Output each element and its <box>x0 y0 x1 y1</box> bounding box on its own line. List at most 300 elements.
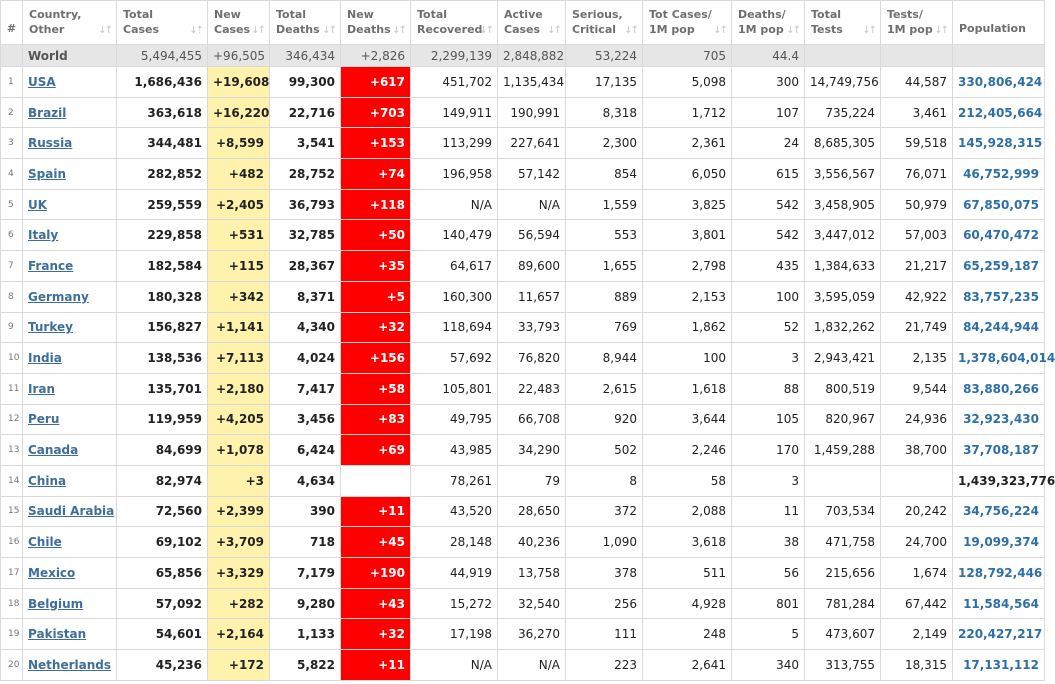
cell-cases-per-1m: 2,088 <box>643 496 732 527</box>
cell-tests-per-1m: 44,587 <box>881 67 953 98</box>
cell-tests-per-1m: 2,149 <box>881 619 953 650</box>
cell-serious-critical: 2,300 <box>566 128 643 159</box>
column-header-label: Active <box>504 8 543 21</box>
country-link[interactable]: Belgium <box>28 596 84 611</box>
population-link[interactable]: 128,792,446 <box>953 558 1045 589</box>
population-link[interactable]: 65,259,187 <box>953 251 1045 282</box>
column-header-label-line2: Other <box>29 23 65 36</box>
column-header-new-deaths[interactable] <box>341 1 411 45</box>
cell-rank: 14 <box>1 465 23 496</box>
cell-total-deaths: 99,300 <box>270 67 341 98</box>
cell-total-deaths: 8,371 <box>270 281 341 312</box>
cell-new-cases: +2,399 <box>208 496 270 527</box>
country-link[interactable]: Iran <box>28 381 56 396</box>
country-link[interactable]: Chile <box>28 535 62 550</box>
cell-rank: 15 <box>1 496 23 527</box>
cell-new-cases: +531 <box>208 220 270 251</box>
cell-total-cases: 57,092 <box>117 588 208 619</box>
cell-rank: 10 <box>1 343 23 374</box>
cell-total-deaths: 28,752 <box>270 159 341 190</box>
country-link[interactable]: China <box>28 473 67 488</box>
cell-total-recovered: 43,985 <box>411 435 498 466</box>
cell-rank: 6 <box>1 220 23 251</box>
cell-rank: 17 <box>1 558 23 589</box>
cell-new-cases: +19,608 <box>208 67 270 98</box>
cell-country <box>23 97 117 128</box>
cell-active-cases: 22,483 <box>498 373 566 404</box>
column-header-population[interactable] <box>953 1 1045 45</box>
cell-new-cases: +172 <box>208 650 270 681</box>
population-link[interactable]: 145,928,315 <box>953 128 1045 159</box>
cell-new-cases: +342 <box>208 281 270 312</box>
cell-new-cases: +2,164 <box>208 619 270 650</box>
cell-deaths-per-1m: 88 <box>732 373 805 404</box>
sort-arrows-icon[interactable]: ↓↑ <box>322 25 335 36</box>
cell-country <box>23 373 117 404</box>
column-header-label-line2: Deaths <box>347 23 391 36</box>
cell-new-deaths: +617 <box>341 67 411 98</box>
cell-total-cases: 259,559 <box>117 189 208 220</box>
cell-cases-per-1m: 705 <box>643 45 732 67</box>
cell-serious-critical: 769 <box>566 312 643 343</box>
table-row <box>1 189 1045 220</box>
cell-total-recovered: 57,692 <box>411 343 498 374</box>
cell-new-cases: +8,599 <box>208 128 270 159</box>
population-link[interactable]: 83,757,235 <box>953 281 1045 312</box>
cell-deaths-per-1m: 5 <box>732 619 805 650</box>
population-link[interactable]: 19,099,374 <box>953 527 1045 558</box>
table-row <box>1 97 1045 128</box>
cell-country <box>23 189 117 220</box>
cell-country <box>23 67 117 98</box>
cell-new-deaths: +69 <box>341 435 411 466</box>
country-link[interactable]: USA <box>28 74 56 89</box>
column-header-cases-per-1m[interactable] <box>643 1 732 45</box>
cell-total-deaths: 1,133 <box>270 619 341 650</box>
cell-serious-critical: 17,135 <box>566 67 643 98</box>
cell-tests-per-1m: 9,544 <box>881 373 953 404</box>
cell-new-cases: +16,220 <box>208 97 270 128</box>
cell-total-recovered: 15,272 <box>411 588 498 619</box>
country-link[interactable]: Mexico <box>28 565 76 580</box>
cell-active-cases: 79 <box>498 465 566 496</box>
cell-cases-per-1m: 2,246 <box>643 435 732 466</box>
cell-cases-per-1m: 3,801 <box>643 220 732 251</box>
cell-new-cases: +96,505 <box>208 45 270 67</box>
population-link[interactable]: 83,880,266 <box>953 373 1045 404</box>
cell-deaths-per-1m: 38 <box>732 527 805 558</box>
table-header <box>1 1 1045 45</box>
cell-cases-per-1m: 3,644 <box>643 404 732 435</box>
cell-total-recovered: N/A <box>411 650 498 681</box>
cell-total-tests: 313,755 <box>805 650 881 681</box>
cell-total-cases: 72,560 <box>117 496 208 527</box>
column-header-label-line2: Deaths <box>276 23 320 36</box>
cell-new-deaths: +32 <box>341 312 411 343</box>
sort-arrows-icon[interactable]: ↓↑ <box>251 25 264 36</box>
country-link[interactable]: Pakistan <box>28 627 87 642</box>
cell-total-tests: 14,749,756 <box>805 67 881 98</box>
cell-active-cases: 57,142 <box>498 159 566 190</box>
column-header-label: Total <box>123 8 154 21</box>
cell-tests-per-1m: 2,135 <box>881 343 953 374</box>
world-total-row <box>1 45 1045 67</box>
cell-active-cases: 13,758 <box>498 558 566 589</box>
cell-total-deaths: 346,434 <box>270 45 341 67</box>
cell-total-recovered: 78,261 <box>411 465 498 496</box>
cell-serious-critical: 889 <box>566 281 643 312</box>
cell-new-cases: +3,329 <box>208 558 270 589</box>
sort-arrows-icon[interactable]: ↓↑ <box>934 25 947 36</box>
cell-active-cases: 190,991 <box>498 97 566 128</box>
cell-total-deaths: 6,424 <box>270 435 341 466</box>
country-link[interactable]: Turkey <box>28 320 73 335</box>
cell-active-cases: 33,793 <box>498 312 566 343</box>
cell-country <box>23 159 117 190</box>
country-link[interactable]: Italy <box>28 228 59 243</box>
sort-arrows-icon[interactable]: ↓↑ <box>392 25 405 36</box>
column-header-label-line2: Critical <box>572 23 617 36</box>
population-link[interactable]: 37,708,187 <box>953 435 1045 466</box>
column-header-label-line2: Recovered <box>417 23 483 36</box>
cell-deaths-per-1m: 340 <box>732 650 805 681</box>
cell-cases-per-1m: 2,361 <box>643 128 732 159</box>
cell-tests-per-1m: 57,003 <box>881 220 953 251</box>
sort-arrows-icon[interactable]: ↓⇡ <box>189 25 202 36</box>
cell-active-cases: 89,600 <box>498 251 566 282</box>
cell-total-tests: 215,656 <box>805 558 881 589</box>
cell-total-cases: 1,686,436 <box>117 67 208 98</box>
cell-new-cases: +482 <box>208 159 270 190</box>
cell-new-deaths: +50 <box>341 220 411 251</box>
column-header-total-cases[interactable] <box>117 1 208 45</box>
cell-serious-critical: 1,559 <box>566 189 643 220</box>
cell-rank: 4 <box>1 159 23 190</box>
cell-cases-per-1m: 248 <box>643 619 732 650</box>
cell-tests-per-1m: 18,315 <box>881 650 953 681</box>
cell-active-cases: 66,708 <box>498 404 566 435</box>
cell-new-cases: +3,709 <box>208 527 270 558</box>
cell-total-tests: 1,832,262 <box>805 312 881 343</box>
country-link[interactable]: Saudi Arabia <box>28 504 115 519</box>
cell-serious-critical: 1,655 <box>566 251 643 282</box>
cell-tests-per-1m: 50,979 <box>881 189 953 220</box>
cell-country <box>23 312 117 343</box>
cell-new-deaths <box>341 465 411 496</box>
cell-active-cases: 28,650 <box>498 496 566 527</box>
cell-total-recovered: 64,617 <box>411 251 498 282</box>
cell-rank: 8 <box>1 281 23 312</box>
column-header-serious-critical[interactable] <box>566 1 643 45</box>
population-link[interactable]: 46,752,999 <box>953 159 1045 190</box>
population-link[interactable]: 34,756,224 <box>953 496 1045 527</box>
cell-new-cases: +2,180 <box>208 373 270 404</box>
cell-serious-critical: 256 <box>566 588 643 619</box>
column-header-total-recovered[interactable] <box>411 1 498 45</box>
column-header-label: # <box>6 22 17 35</box>
sort-arrows-icon[interactable]: ↓↑ <box>862 25 875 36</box>
cell-total-tests <box>805 465 881 496</box>
table-row <box>1 404 1045 435</box>
cell-country <box>23 588 117 619</box>
cell-new-deaths: +45 <box>341 527 411 558</box>
cell-total-deaths: 22,716 <box>270 97 341 128</box>
cell-cases-per-1m: 3,618 <box>643 527 732 558</box>
cell-new-deaths: +11 <box>341 650 411 681</box>
sort-arrows-icon[interactable]: ↓↑ <box>624 25 637 36</box>
cell-total-recovered: N/A <box>411 189 498 220</box>
column-header-label-line2: 1M pop <box>738 23 784 36</box>
cell-serious-critical: 2,615 <box>566 373 643 404</box>
column-header-deaths-per-1m[interactable] <box>732 1 805 45</box>
table-row <box>1 527 1045 558</box>
cell-total-cases: 65,856 <box>117 558 208 589</box>
population-link[interactable]: 84,244,944 <box>953 312 1045 343</box>
cell-total-deaths: 718 <box>270 527 341 558</box>
cell-new-deaths: +74 <box>341 159 411 190</box>
cell-total-cases: 119,959 <box>117 404 208 435</box>
column-header-total-tests[interactable] <box>805 1 881 45</box>
column-header-label: Serious, <box>572 8 623 21</box>
sort-arrows-icon[interactable]: ↓↑ <box>547 25 560 36</box>
country-link[interactable]: Canada <box>28 443 79 458</box>
column-header-label-line2: Cases <box>214 23 251 36</box>
column-header-label: New <box>347 8 374 21</box>
cell-new-cases: +3 <box>208 465 270 496</box>
cell-country <box>23 220 117 251</box>
table-row <box>1 67 1045 98</box>
cell-active-cases: 1,135,434 <box>498 67 566 98</box>
sort-arrows-icon[interactable]: ↓↑ <box>713 25 726 36</box>
cell-cases-per-1m: 511 <box>643 558 732 589</box>
cell-total-tests: 3,556,567 <box>805 159 881 190</box>
country-link[interactable]: Germany <box>28 289 89 304</box>
country-link[interactable]: Brazil <box>28 105 67 120</box>
cell-total-tests: 3,447,012 <box>805 220 881 251</box>
column-header-country[interactable] <box>23 1 117 45</box>
cell-new-cases: +282 <box>208 588 270 619</box>
cell-active-cases: 36,270 <box>498 619 566 650</box>
cell-deaths-per-1m: 542 <box>732 189 805 220</box>
cell-country <box>23 527 117 558</box>
cell-total-recovered: 105,801 <box>411 373 498 404</box>
country-link[interactable]: India <box>28 351 62 366</box>
cell-rank: 11 <box>1 373 23 404</box>
cell-active-cases: 76,820 <box>498 343 566 374</box>
cell-country <box>23 281 117 312</box>
population-link[interactable]: 11,584,564 <box>953 588 1045 619</box>
cell-cases-per-1m: 2,641 <box>643 650 732 681</box>
table-body <box>1 45 1055 681</box>
cell-tests-per-1m: 38,700 <box>881 435 953 466</box>
cell-rank: 9 <box>1 312 23 343</box>
population-link[interactable]: 212,405,664 <box>953 97 1045 128</box>
cell-total-cases: 282,852 <box>117 159 208 190</box>
population-link[interactable]: 330,806,424 <box>953 67 1045 98</box>
sort-arrows-icon[interactable]: ↓↑ <box>479 25 492 36</box>
cell-active-cases: 56,594 <box>498 220 566 251</box>
column-header-label: Tests/ <box>887 8 923 21</box>
cell-tests-per-1m: 20,242 <box>881 496 953 527</box>
cell-total-recovered: 44,919 <box>411 558 498 589</box>
table-row <box>1 312 1045 343</box>
column-header-tests-per-1m[interactable] <box>881 1 953 45</box>
cell-total-recovered: 49,795 <box>411 404 498 435</box>
country-link[interactable]: UK <box>28 197 48 212</box>
cell-total-tests <box>805 45 881 67</box>
table-row <box>1 220 1045 251</box>
cell-total-tests: 2,943,421 <box>805 343 881 374</box>
cell-total-deaths: 9,280 <box>270 588 341 619</box>
cell-total-recovered: 2,299,139 <box>411 45 498 67</box>
cell-cases-per-1m: 100 <box>643 343 732 374</box>
cell-total-cases: 363,618 <box>117 97 208 128</box>
cell-total-recovered: 28,148 <box>411 527 498 558</box>
country-link[interactable]: France <box>28 258 74 273</box>
column-header-label: Population <box>959 22 1026 35</box>
cell-rank: 5 <box>1 189 23 220</box>
cell-total-deaths: 3,541 <box>270 128 341 159</box>
cell-deaths-per-1m: 3 <box>732 465 805 496</box>
column-header-total-deaths[interactable] <box>270 1 341 45</box>
cell-new-cases: +115 <box>208 251 270 282</box>
cell-country <box>23 619 117 650</box>
column-header-label-line2: Tests <box>811 23 843 36</box>
country-link[interactable]: Russia <box>28 136 73 151</box>
cell-total-recovered: 113,299 <box>411 128 498 159</box>
cell-country <box>23 343 117 374</box>
country-link[interactable]: Netherlands <box>28 657 112 672</box>
sort-arrows-icon[interactable]: ↓↑ <box>786 25 799 36</box>
cell-total-deaths: 36,793 <box>270 189 341 220</box>
cell-cases-per-1m: 1,862 <box>643 312 732 343</box>
cell-new-deaths: +32 <box>341 619 411 650</box>
column-header-active-cases[interactable] <box>498 1 566 45</box>
table-row <box>1 650 1045 681</box>
cell-tests-per-1m: 24,936 <box>881 404 953 435</box>
cell-new-deaths: +703 <box>341 97 411 128</box>
cell-serious-critical: 8,944 <box>566 343 643 374</box>
cell-total-recovered: 118,694 <box>411 312 498 343</box>
column-header-new-cases[interactable] <box>208 1 270 45</box>
column-header-label-line2: 1M pop <box>887 23 933 36</box>
cell-deaths-per-1m: 435 <box>732 251 805 282</box>
column-header-label: Country, <box>29 8 82 21</box>
cell-deaths-per-1m: 100 <box>732 281 805 312</box>
cell-total-cases: 69,102 <box>117 527 208 558</box>
population-link[interactable]: 220,427,217 <box>953 619 1045 650</box>
cell-total-cases: 45,236 <box>117 650 208 681</box>
country-link[interactable]: Spain <box>28 166 66 181</box>
cell-active-cases: 2,848,882 <box>498 45 566 67</box>
cell-active-cases: 34,290 <box>498 435 566 466</box>
cell-tests-per-1m: 59,518 <box>881 128 953 159</box>
cell-deaths-per-1m: 300 <box>732 67 805 98</box>
column-header-label: New <box>214 8 241 21</box>
cell-new-deaths: +118 <box>341 189 411 220</box>
cell-new-cases: +7,113 <box>208 343 270 374</box>
cell-total-tests: 8,685,305 <box>805 128 881 159</box>
table-row <box>1 343 1045 374</box>
population-link[interactable]: 17,131,112 <box>953 650 1045 681</box>
cell-country <box>23 558 117 589</box>
population-link[interactable]: 67,850,075 <box>953 189 1045 220</box>
cell-rank: 7 <box>1 251 23 282</box>
cell-new-cases: +4,205 <box>208 404 270 435</box>
column-header-label: Total <box>417 8 448 21</box>
cell-tests-per-1m <box>881 45 953 67</box>
cell-cases-per-1m: 4,928 <box>643 588 732 619</box>
cell-new-deaths: +5 <box>341 281 411 312</box>
cell-total-tests: 820,967 <box>805 404 881 435</box>
table-row <box>1 251 1045 282</box>
cell-deaths-per-1m: 170 <box>732 435 805 466</box>
cell-total-cases: 156,827 <box>117 312 208 343</box>
cell-rank: 12 <box>1 404 23 435</box>
column-header-label: Total <box>811 8 842 21</box>
cell-active-cases: N/A <box>498 189 566 220</box>
cell-rank: 19 <box>1 619 23 650</box>
table-row <box>1 619 1045 650</box>
cell-total-tests: 735,224 <box>805 97 881 128</box>
cell-total-tests: 800,519 <box>805 373 881 404</box>
population-link[interactable]: 32,923,430 <box>953 404 1045 435</box>
cell-deaths-per-1m: 801 <box>732 588 805 619</box>
cell-total-deaths: 4,024 <box>270 343 341 374</box>
population-link[interactable]: 1,378,604,014 <box>953 343 1045 374</box>
cell-deaths-per-1m: 615 <box>732 159 805 190</box>
column-header-label: Tot Cases/ <box>649 8 712 21</box>
cell-active-cases: N/A <box>498 650 566 681</box>
cell-serious-critical: 854 <box>566 159 643 190</box>
cell-rank: 18 <box>1 588 23 619</box>
cell-new-deaths: +11 <box>341 496 411 527</box>
cell-tests-per-1m: 1,674 <box>881 558 953 589</box>
cell-serious-critical: 8,318 <box>566 97 643 128</box>
cell-total-deaths: 3,456 <box>270 404 341 435</box>
cell-country <box>23 465 117 496</box>
cell-active-cases: 32,540 <box>498 588 566 619</box>
cell-total-tests: 471,758 <box>805 527 881 558</box>
cell-country <box>23 404 117 435</box>
cell-serious-critical: 8 <box>566 465 643 496</box>
table-row <box>1 588 1045 619</box>
cell-country: World <box>23 45 117 67</box>
cell-total-recovered: 149,911 <box>411 97 498 128</box>
population-link[interactable]: 60,470,472 <box>953 220 1045 251</box>
table-row <box>1 558 1045 589</box>
cell-rank: 2 <box>1 97 23 128</box>
cell-total-recovered: 196,958 <box>411 159 498 190</box>
cell-serious-critical: 1,090 <box>566 527 643 558</box>
cell-total-recovered: 43,520 <box>411 496 498 527</box>
sort-arrows-icon[interactable]: ↓↑ <box>98 25 111 36</box>
table-row <box>1 496 1045 527</box>
cell-country <box>23 251 117 282</box>
cell-cases-per-1m: 1,712 <box>643 97 732 128</box>
country-link[interactable]: Peru <box>28 412 60 427</box>
cell-deaths-per-1m: 11 <box>732 496 805 527</box>
cell-deaths-per-1m: 542 <box>732 220 805 251</box>
cell-serious-critical: 372 <box>566 496 643 527</box>
cell-serious-critical: 111 <box>566 619 643 650</box>
cell-deaths-per-1m: 56 <box>732 558 805 589</box>
cell-rank: 3 <box>1 128 23 159</box>
column-header-rank[interactable] <box>1 1 23 45</box>
cell-serious-critical: 53,224 <box>566 45 643 67</box>
cell-total-cases: 82,974 <box>117 465 208 496</box>
cell-total-deaths: 7,417 <box>270 373 341 404</box>
